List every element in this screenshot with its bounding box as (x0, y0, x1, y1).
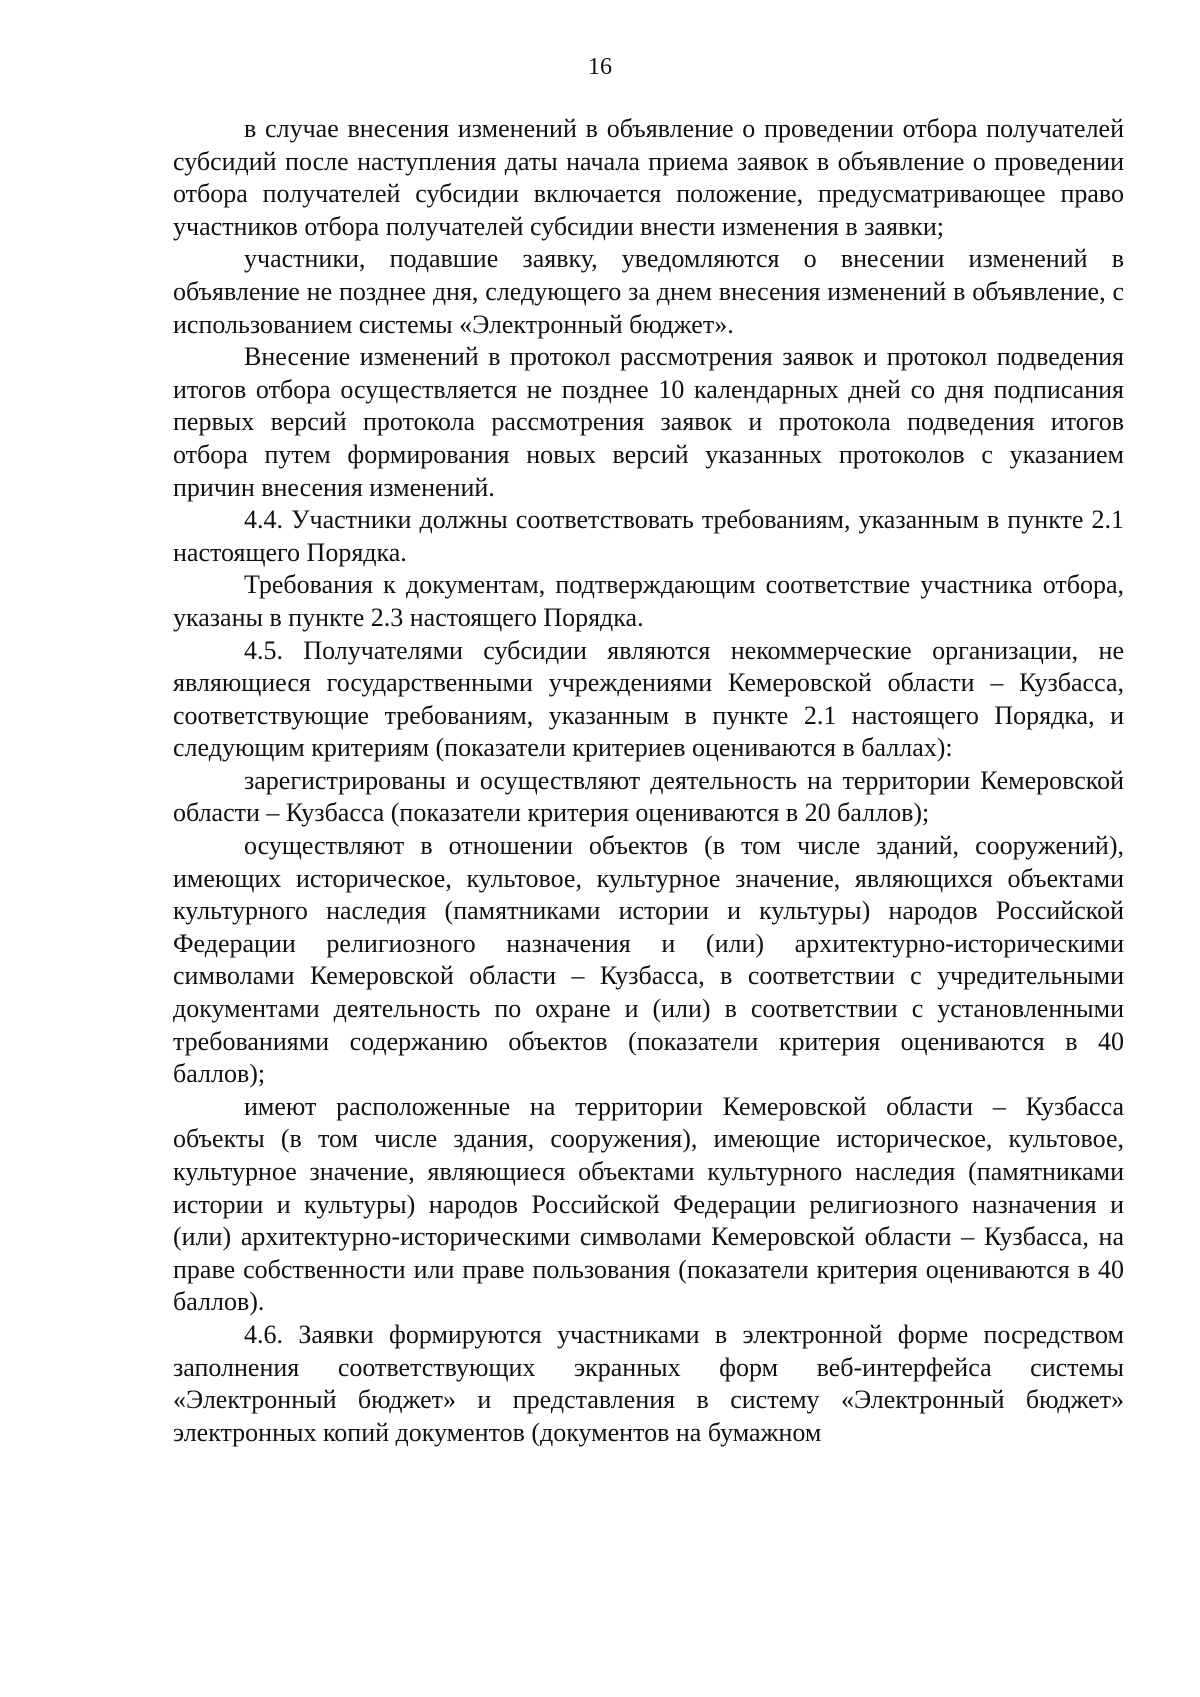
page-number: 16 (588, 54, 612, 80)
paragraph-4-5: 4.5. Получателями субсидии являются некоммерческие организации, не являющиеся государственными учреждениями Кемеровской области – Кузбасса, соответствующие требованиям, указанным в пункте 2.1 настоящего Порядка, и следующим критериям (показатели критериев оцениваются в баллах): (173, 635, 1124, 763)
paragraph-criterion-ownership: имеют расположенные на территории Кемеровской области – Кузбасса объекты (в том числе здания, сооружения), имеющие историческое, культовое, культурное значение, являющиеся объектами культурного наследия (памятниками истории и культуры) народов Российской Федерации религиозного назначения и (или) архитектурно-историческими символами Кемеровской области – Кузбасса, на праве собственности или праве пользования (показатели критерия оцениваются в 40 баллов). (173, 1091, 1124, 1317)
paragraph-4-6: 4.6. Заявки формируются участниками в электронной форме посредством заполнения соответствующих экранных форм веб-интерфейса системы «Электронный бюджет» и представления в систему «Электронный бюджет» электронных копий документов (документов на бумажном (173, 1319, 1124, 1447)
paragraph-document-requirements: Требования к документам, подтверждающим соответствие участника отбора, указаны в пункте 2.3 настоящего Порядка. (173, 570, 1124, 632)
paragraph-4-4: 4.4. Участники должны соответствовать требованиям, указанным в пункте 2.1 настоящего Порядка. (173, 505, 1124, 567)
document-body (173, 113, 1124, 1449)
paragraph-criterion-protection: осуществляют в отношении объектов (в том числе зданий, сооружений), имеющих историческое, культовое, культурное значение, являющихся объектами культурного наследия (памятниками истории и культуры) народов Российской Федерации религиозного назначения и (или) архитектурно-историческими символами Кемеровской области – Кузбасса, в соответствии с учредительными документами деятельность по охране и (или) в соответствии с установленными требованиями содержанию объектов (показатели критерия оцениваются в 40 баллов); (173, 831, 1124, 1089)
paragraph-protocol-amendments: Внесение изменений в протокол рассмотрения заявок и протокол подведения итогов отбора осуществляется не позднее 10 календарных дней со дня подписания первых версий протокола рассмотрения заявок и протокола подведения итогов отбора путем формирования новых версий указанных протоколов с указанием причин внесения изменений. (173, 342, 1124, 502)
paragraph-criterion-registration: зарегистрированы и осуществляют деятельность на территории Кемеровской области – Кузбасса (показатели критерия оцениваются в 20 баллов); (173, 765, 1124, 828)
paragraph-participant-notification: участники, подавшие заявку, уведомляются о внесении изменений в объявление не позднее дня, следующего за днем внесения изменений в объявление, с использованием системы «Электронный бюджет». (173, 244, 1124, 339)
paragraph-amendment-notice: в случае внесения изменений в объявление о проведении отбора получателей субсидий после наступления даты начала приема заявок в объявление о проведении отбора получателей субсидии включается положение, предусматривающее право участников отбора получателей субсидии внести изменения в заявки; (173, 114, 1124, 241)
